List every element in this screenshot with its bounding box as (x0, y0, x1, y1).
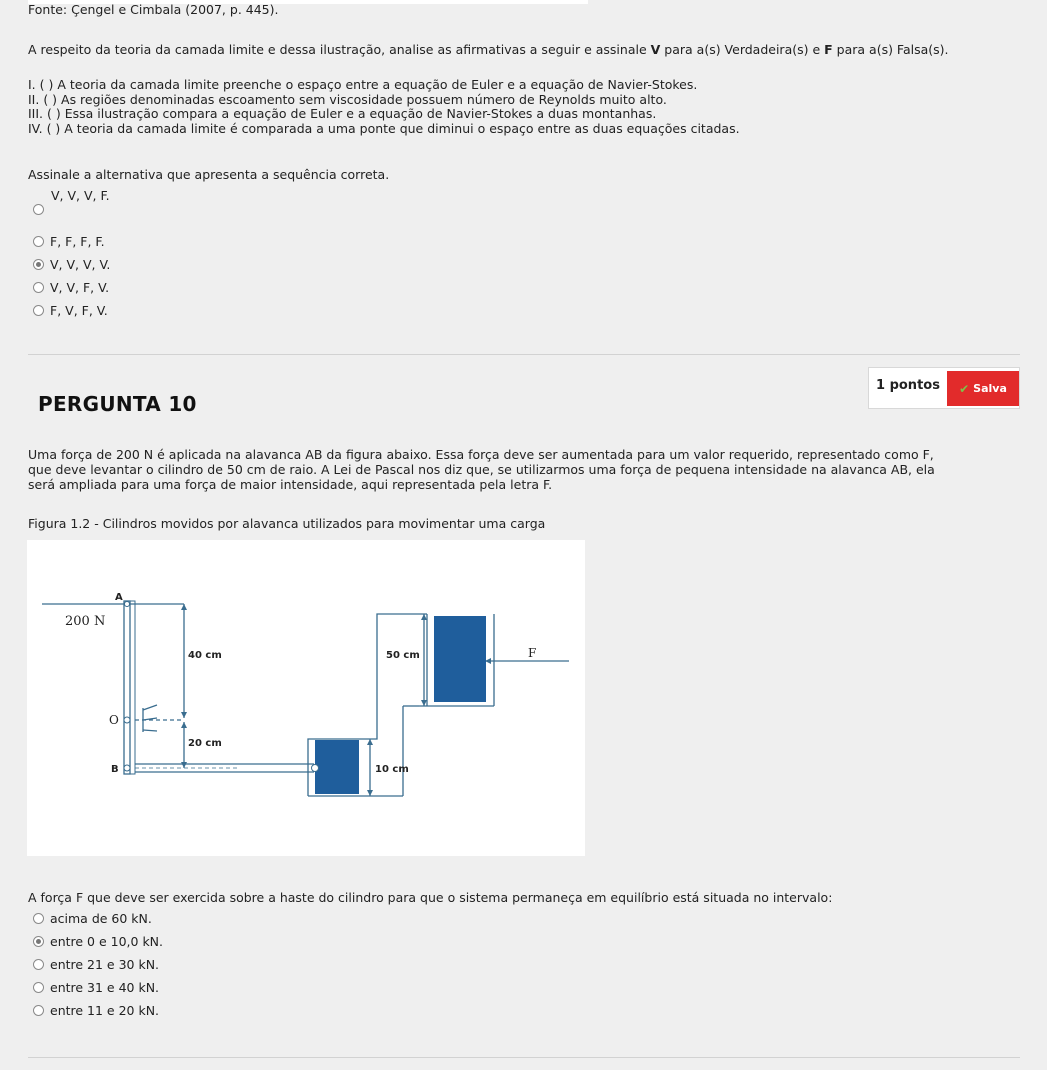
q10-body-line-2: que deve levantar o cilindro de 50 cm de raio. A Lei de Pascal nos diz que, se utilizarmos uma força de pequena intensidade na alavanca AB, ela (28, 462, 935, 477)
statement-4: IV. ( ) A teoria da camada limite é comparada a uma ponte que diminui o espaço entre as duas equações citadas. (28, 121, 740, 136)
label-force: 200 N (65, 614, 106, 629)
label-10cm: 10 cm (375, 764, 409, 775)
save-status-button[interactable]: ✔ Salva (947, 371, 1019, 406)
q9-option-4[interactable]: V, V, F, V. (33, 280, 109, 295)
label-50cm: 50 cm (386, 650, 420, 661)
statement-3: III. ( ) Essa ilustração compara a equação de Euler e a equação de Navier-Stokes a duas montanhas. (28, 106, 657, 121)
lever-cylinder-figure (27, 540, 585, 856)
label-a: A (115, 592, 123, 603)
statement-2: II. ( ) As regiões denominadas escoamento sem viscosidade possuem número de Reynolds muito alto. (28, 92, 667, 107)
small-piston (315, 740, 359, 794)
q10-option-2[interactable]: entre 0 e 10,0 kN. (33, 934, 163, 949)
large-piston (434, 616, 486, 702)
figure-source: Fonte: Çengel e Cimbala (2007, p. 445). (28, 2, 279, 17)
label-20cm: 20 cm (188, 738, 222, 749)
radio-icon[interactable] (33, 982, 44, 993)
separator (28, 1057, 1020, 1058)
label-f: F (528, 646, 537, 660)
question-title: PERGUNTA 10 (38, 392, 197, 416)
q9-option-5[interactable]: F, V, F, V. (33, 303, 108, 318)
q10-body-line-1: Uma força de 200 N é aplicada na alavanca AB da figura abaixo. Essa força deve ser aumentada para um valor requerido, representado como F, (28, 447, 934, 462)
q10-option-3[interactable]: entre 21 e 30 kN. (33, 957, 159, 972)
points-label: 1 pontos (876, 378, 940, 393)
q10-body-line-3: será ampliada para uma força de maior intensidade, aqui representada pela letra F. (28, 477, 553, 492)
radio-icon[interactable] (33, 959, 44, 970)
q10-option-4[interactable]: entre 31 e 40 kN. (33, 980, 159, 995)
label-b: B (111, 764, 119, 775)
q9-instruction: Assinale a alternativa que apresenta a sequência correta. (28, 167, 390, 182)
lever-diagram (27, 540, 585, 856)
radio-icon[interactable] (33, 282, 44, 293)
radio-icon[interactable] (33, 1005, 44, 1016)
radio-selected-icon[interactable] (33, 259, 44, 270)
q10-option-5[interactable]: entre 11 e 20 kN. (33, 1003, 159, 1018)
separator (28, 354, 1020, 355)
q10-question: A força F que deve ser exercida sobre a haste do cilindro para que o sistema permaneça em equilíbrio está situada no intervalo: (28, 890, 833, 905)
q9-option-2[interactable]: F, F, F, F. (33, 234, 105, 249)
radio-icon[interactable] (33, 913, 44, 924)
label-o: O (109, 713, 119, 727)
figure-caption: Figura 1.2 - Cilindros movidos por alavanca utilizados para movimentar uma carga (28, 516, 546, 531)
radio-icon[interactable] (33, 305, 44, 316)
radio-selected-icon[interactable] (33, 936, 44, 947)
q10-option-1[interactable]: acima de 60 kN. (33, 911, 152, 926)
radio-icon[interactable] (33, 236, 44, 247)
q9-prompt: A respeito da teoria da camada limite e dessa ilustração, analise as afirmativas a seguir e assinale V para a(s) Verdadeira(s) e F para a(s) Falsa(s). (28, 42, 949, 57)
q9-option-1-label[interactable]: V, V, V, F. (51, 188, 110, 203)
q9-option-1-radio[interactable] (33, 203, 50, 218)
checkmark-icon: ✔ (959, 381, 970, 396)
lever-bar (124, 601, 130, 774)
statement-1: I. ( ) A teoria da camada limite preenche o espaço entre a equação de Euler e a equação de Navier-Stokes. (28, 77, 698, 92)
label-40cm: 40 cm (188, 650, 222, 661)
q9-option-3[interactable]: V, V, V, V. (33, 257, 110, 272)
